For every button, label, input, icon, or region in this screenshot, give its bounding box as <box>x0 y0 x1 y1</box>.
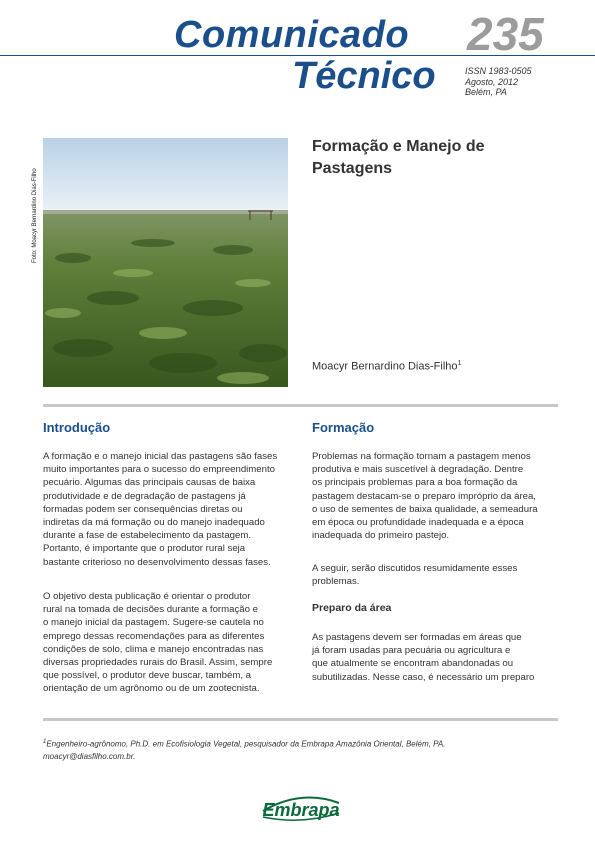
author <box>312 360 461 373</box>
issn: ISSN 1983-0505 <box>465 66 532 76</box>
intro-paragraph-1: A formação e o manejo inicial das pastagens são fases muito importantes para o sucesso do empreendimento pecuário. Algumas das principais causas de baixa produtividade e de degradação de pastagens já formadas podem ser consequências diretas ou indiretas da má formação ou do manejo inadequado durante a fase de estabelecimento da pastagem. Portanto, é importante que o produtor rural seja bastante criterioso no desenvolvimento dessas fases. <box>43 451 278 568</box>
series-title-line2: Técnico <box>292 55 436 97</box>
author-note-marker: 1 <box>457 360 462 367</box>
svg-text:Embrapa: Embrapa <box>262 800 340 820</box>
pasture-photo <box>43 138 288 387</box>
photo-credit: Foto: Moacyr Bernardino Dias-Filho <box>32 168 38 263</box>
preparo-subheading: Preparo da área <box>312 602 392 614</box>
footnote <box>43 736 558 763</box>
intro-heading: Introdução <box>43 420 111 435</box>
publication-date: Agosto, 2012 <box>465 76 519 87</box>
author-email: moacyr@diasfilho.com.br. <box>43 751 136 761</box>
formacao-paragraph-2: A seguir, serão discutidos resumidamente esses problemas. <box>312 563 518 588</box>
formacao-heading: Formação <box>312 420 375 435</box>
publication-meta <box>465 66 532 98</box>
publication-place: Belém, PA <box>465 87 507 97</box>
intro-paragraph-2: O objetivo desta publicação é orientar o produtor rural na tomada de decisões durante a formação e o manejo inicial da pastagem. Sugere-se cautela no emprego dessas recomendações para as diferentes condições de solo, clima e manejo encontradas nas diversas propriedades rurais do Brasil. Assim, sempre que possível, o produtor deve buscar, também, a orientação de um agrônomo ou de um zootecnista. <box>43 591 273 695</box>
issue-number: 235 <box>467 8 544 60</box>
document-title: Formação e Manejo de Pastagens <box>312 138 485 177</box>
series-title-line1: Comunicado <box>174 14 410 56</box>
footnote-marker: 1 <box>43 739 47 745</box>
embrapa-logo <box>261 791 341 823</box>
formacao-paragraph-1: Problemas na formação tornam a pastagem menos produtiva e mais suscetível à degradação. Dentre os principais problemas para a boa formação da pastagem destacam-se o preparo impróprio da área, o uso de sementes de baixa qualidade, a semeadura em época ou profundidade inadequada e a época inadequada do primeiro pastejo. <box>312 451 538 542</box>
footnote-text: Engenheiro-agrônomo, Ph.D. em Ecofisiologia Vegetal, pesquisador da Embrapa Amazônia Oriental, Belém, PA. <box>46 739 446 749</box>
formacao-paragraph-3: As pastagens devem ser formadas em áreas que já foram usadas para pecuária ou agricultura e que atualmente se encontram abandonadas ou subutilizadas. Nesse caso, é necessário um preparo <box>312 632 535 683</box>
section-divider <box>43 404 558 407</box>
footnote-divider <box>43 718 558 721</box>
author-name: Moacyr Bernardino Dias-Filho <box>312 360 458 373</box>
